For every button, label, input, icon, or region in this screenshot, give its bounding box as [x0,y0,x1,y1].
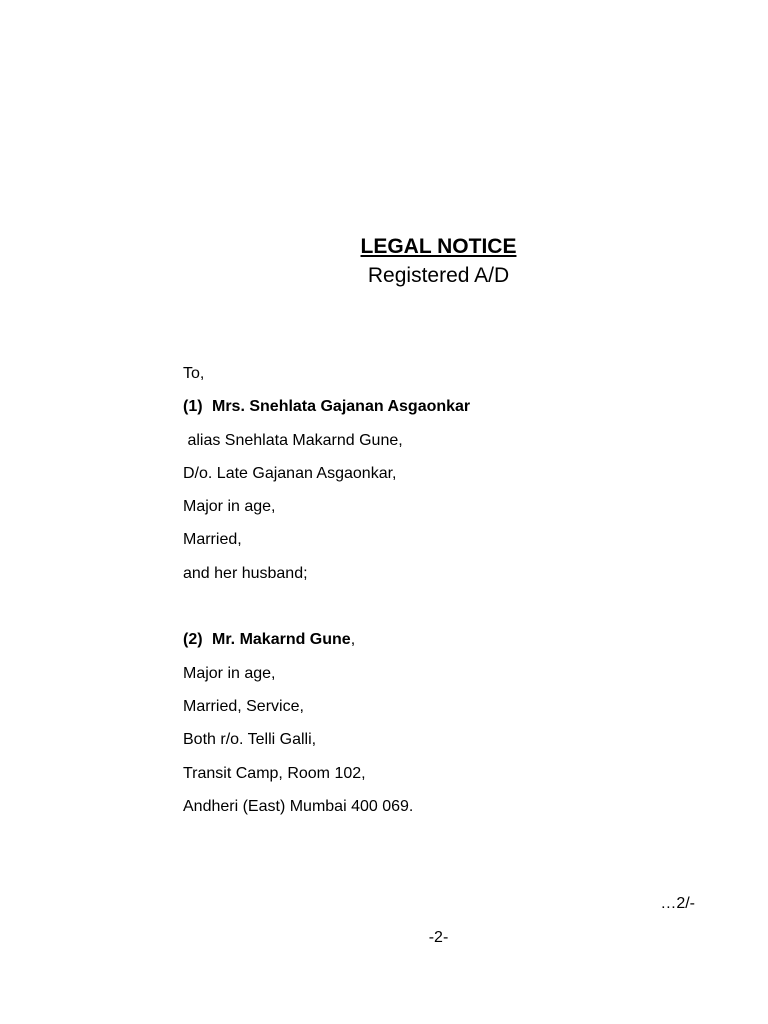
notice-subtitle: Registered A/D [367,264,510,287]
continued-marker: …2/- [660,895,695,912]
addressee-2-heading [183,623,703,656]
salutation: To, [183,365,205,382]
addressee-1-line: Married, [183,531,242,549]
addressee-1-heading [183,390,703,423]
addressee-1-line: D/o. Late Gajanan Asgaonkar, [183,464,397,482]
addressee-2-line: Married, Service, [183,697,304,715]
addressee-2-line: Major in age, [183,664,276,682]
addressee-2-line: Transit Camp, Room 102, [183,764,366,782]
addressee-2-name-suffix: , [350,631,356,649]
addressee-2-line: Andheri (East) Mumbai 400 069. [183,797,414,815]
addressee-1-line: alias Snehlata Makarnd Gune, [183,431,403,449]
page-number: -2- [428,929,449,946]
addressee-1-line: Major in age, [183,498,276,516]
addressee-1-number: (1) [183,398,203,416]
addressee-2-name: Mr. Makarnd Gune [212,631,351,649]
spacer [183,590,703,623]
addressee-2-number: (2) [183,631,203,649]
notice-title: LEGAL NOTICE [360,235,517,258]
addressee-1-line: and her husband; [183,564,308,582]
addressee-2-line: Both r/o. Telli Galli, [183,731,317,749]
addressee-block [183,357,703,823]
addressee-1-name: Mrs. Snehlata Gajanan Asgaonkar [212,398,471,416]
